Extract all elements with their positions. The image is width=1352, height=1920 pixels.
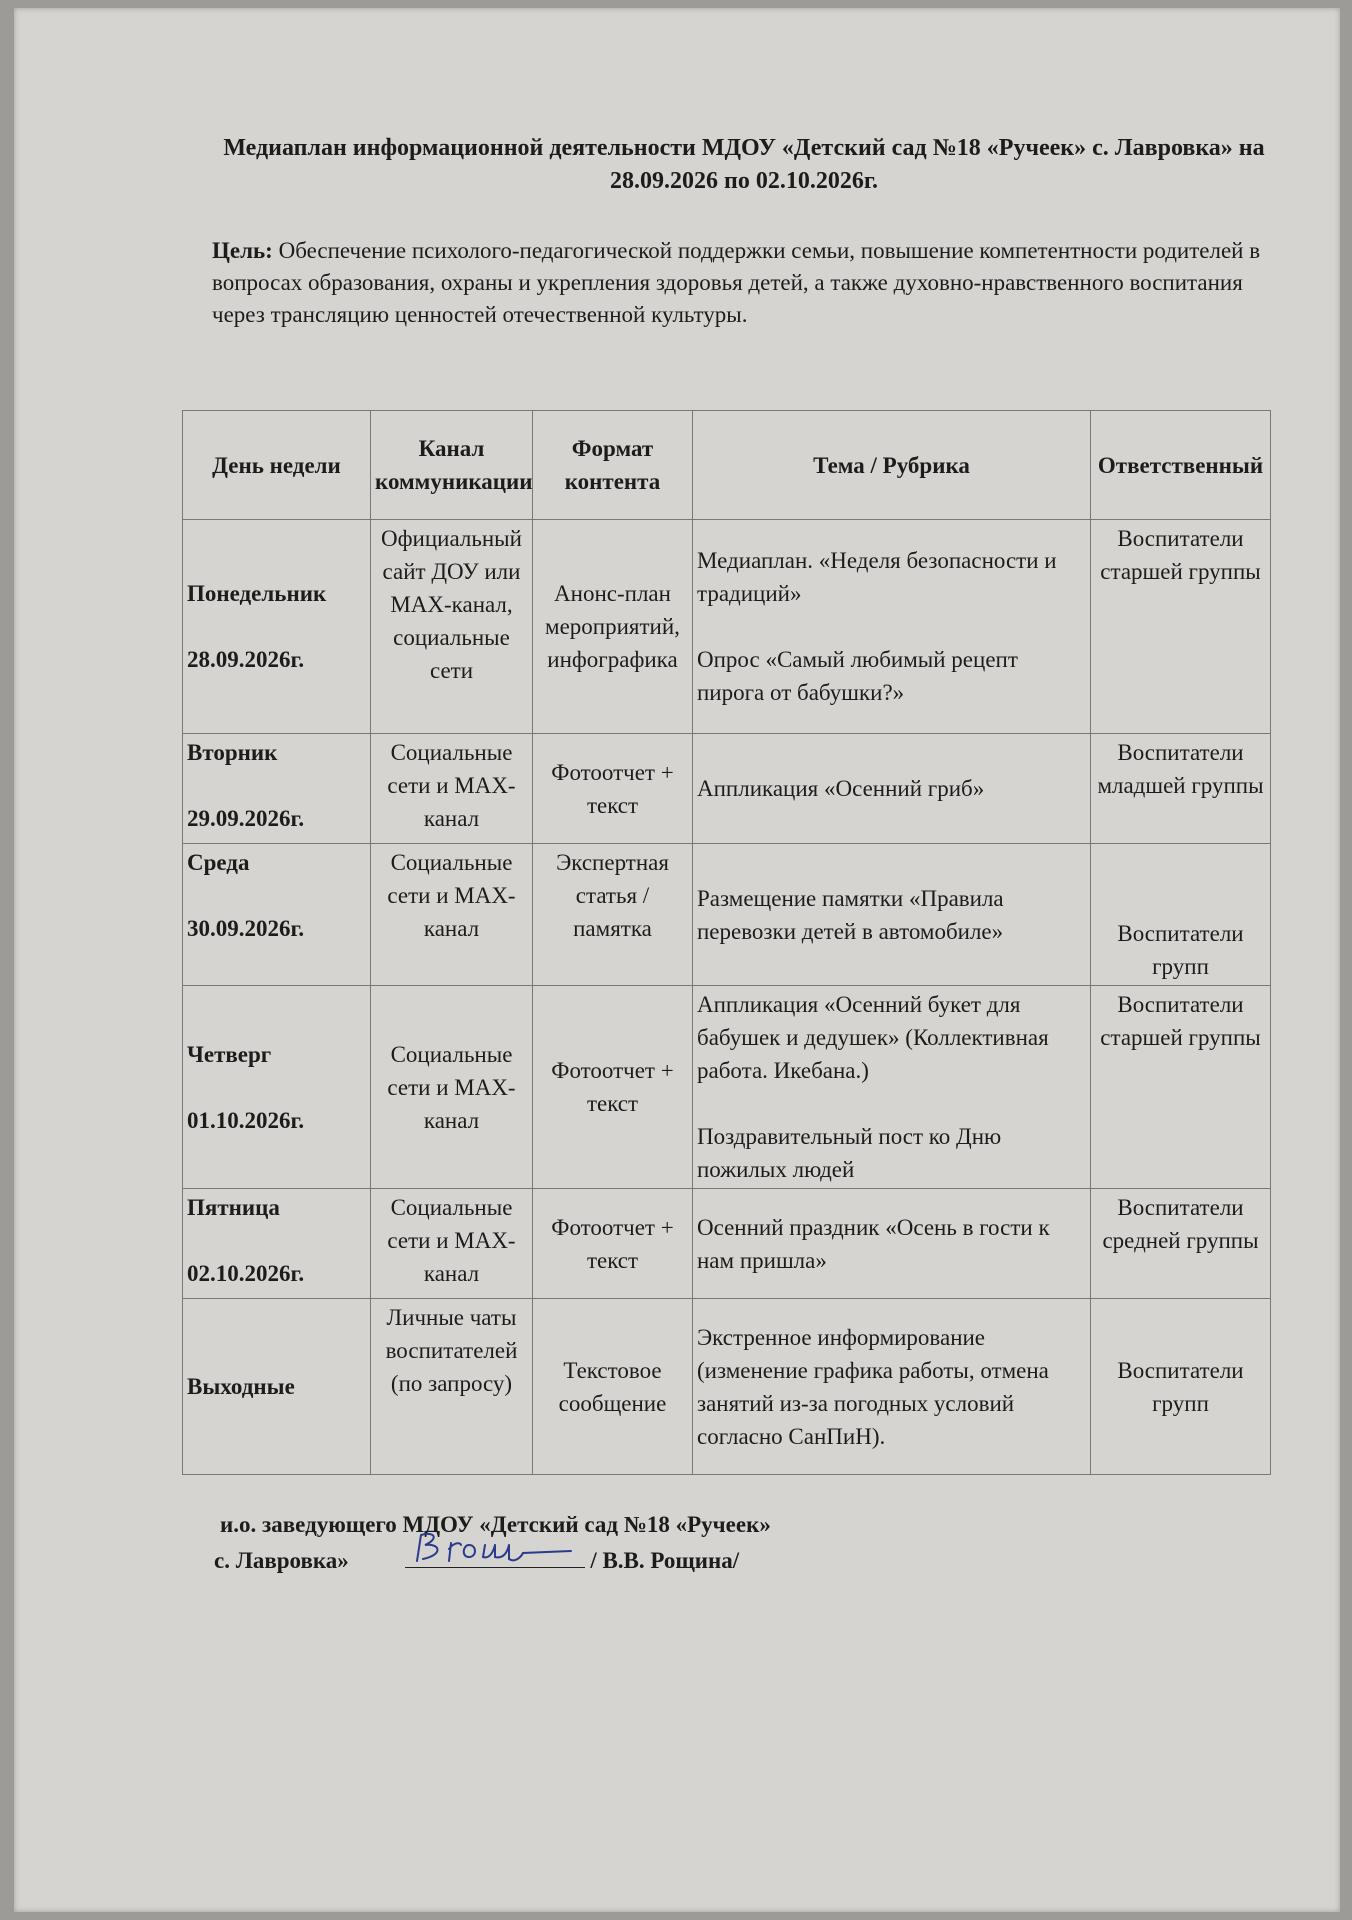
day-cell <box>183 1299 371 1475</box>
day-date: 28.09.2026г. <box>187 647 305 672</box>
signatory-position: и.о. заведующего МДОУ «Детский сад №18 «Ручеек» <box>220 1512 771 1537</box>
media-plan-table <box>182 410 1271 1475</box>
channel-cell: Официальный сайт ДОУ или МАХ-канал, социальные сети <box>371 520 533 734</box>
format-cell: Фотоотчет + текст <box>533 986 693 1189</box>
document-sheet <box>14 8 1340 1912</box>
day-cell <box>183 734 371 844</box>
day-name: Вторник <box>187 740 278 765</box>
day-date: 29.09.2026г. <box>187 806 305 831</box>
topic-cell: Осенний праздник «Осень в гости к нам пришла» <box>693 1189 1091 1299</box>
topic-cell: Экстренное информирование (изменение графика работы, отмена занятий из-за погодных условий согласно СанПиН). <box>693 1299 1091 1475</box>
document-title: Медиаплан информационной деятельности МДОУ «Детский сад №18 «Ручеек» с. Лавровка» на 28.09.2026 по 02.10.2026г. <box>223 135 1265 194</box>
topic-cell <box>693 520 1091 734</box>
topic-text: Медиаплан. «Неделя безопасности и традиций» <box>697 548 1057 606</box>
table-row <box>183 986 1271 1189</box>
table-row <box>183 734 1271 844</box>
signature-block <box>214 1508 1114 1577</box>
day-cell <box>183 986 371 1189</box>
channel-cell: Социальные сети и МАХ-канал <box>371 1189 533 1299</box>
day-cell <box>183 844 371 986</box>
goal-text: Обеспечение психолого-педагогической поддержки семьи, повышение компетентности родителей в вопросах образования, охраны и укрепления здоровья детей, а также духовно-нравственного воспитания через трансляцию ценностей отечественной культуры. <box>212 238 1261 327</box>
signature-line-row <box>214 1541 1114 1577</box>
format-cell: Экспертная статья / памятка <box>533 844 693 986</box>
responsible-cell: Воспитатели старшей группы <box>1091 986 1271 1189</box>
table-row <box>183 844 1271 986</box>
responsible-cell: Воспитатели старшей группы <box>1091 520 1271 734</box>
day-cell <box>183 520 371 734</box>
channel-cell: Социальные сети и МАХ-канал <box>371 986 533 1189</box>
format-cell: Анонс-план мероприятий, инфографика <box>533 520 693 734</box>
topic-cell: Аппликация «Осенний гриб» <box>693 734 1091 844</box>
responsible-cell: Воспитатели младшей группы <box>1091 734 1271 844</box>
topic-text: Аппликация «Осенний букет для бабушек и дедушек» (Коллективная работа. Икебана.) <box>697 992 1049 1083</box>
header-responsible: Ответственный <box>1091 411 1271 520</box>
channel-cell: Социальные сети и МАХ-канал <box>371 734 533 844</box>
table-row <box>183 1299 1271 1475</box>
signature-scribble <box>411 1527 581 1569</box>
table-header-row <box>183 411 1271 520</box>
handwritten-signature <box>405 1541 585 1568</box>
header-channel: Канал коммуникации <box>371 411 533 520</box>
topic-cell <box>693 986 1091 1189</box>
day-name: Выходные <box>187 1374 295 1399</box>
goal-label: Цель: <box>212 238 273 263</box>
responsible-cell: Воспитатели средней группы <box>1091 1189 1271 1299</box>
day-date: 01.10.2026г. <box>187 1107 305 1133</box>
day-name: Среда <box>187 850 250 875</box>
topic-cell: Размещение памятки «Правила перевозки детей в автомобиле» <box>693 844 1091 986</box>
signatory-location: с. Лавровка» <box>214 1548 349 1573</box>
day-cell <box>183 1189 371 1299</box>
responsible-cell: Воспитатели групп <box>1091 844 1271 986</box>
day-name: Четверг <box>187 1041 272 1067</box>
responsible-cell: Воспитатели групп <box>1091 1299 1271 1475</box>
day-date: 02.10.2026г. <box>187 1261 305 1286</box>
format-cell: Фотоотчет + текст <box>533 1189 693 1299</box>
table-row <box>183 520 1271 734</box>
day-name: Понедельник <box>187 581 327 606</box>
header-topic: Тема / Рубрика <box>693 411 1091 520</box>
signatory-name: / В.В. Рощина/ <box>590 1548 740 1573</box>
channel-cell: Социальные сети и МАХ-канал <box>371 844 533 986</box>
header-day: День недели <box>183 411 371 520</box>
format-cell: Фотоотчет + текст <box>533 734 693 844</box>
topic-text-2: Опрос «Самый любимый рецепт пирога от бабушки?» <box>697 647 1018 705</box>
channel-cell: Личные чаты воспитателей (по запросу) <box>371 1299 533 1475</box>
table-row <box>183 1189 1271 1299</box>
header-format: Формат контента <box>533 411 693 520</box>
format-cell: Текстовое сообщение <box>533 1299 693 1475</box>
goal-paragraph <box>212 235 1282 331</box>
topic-text-2: Поздравительный пост ко Дню пожилых людей <box>697 1124 1002 1182</box>
day-name: Пятница <box>187 1195 280 1220</box>
day-date: 30.09.2026г. <box>187 916 305 941</box>
